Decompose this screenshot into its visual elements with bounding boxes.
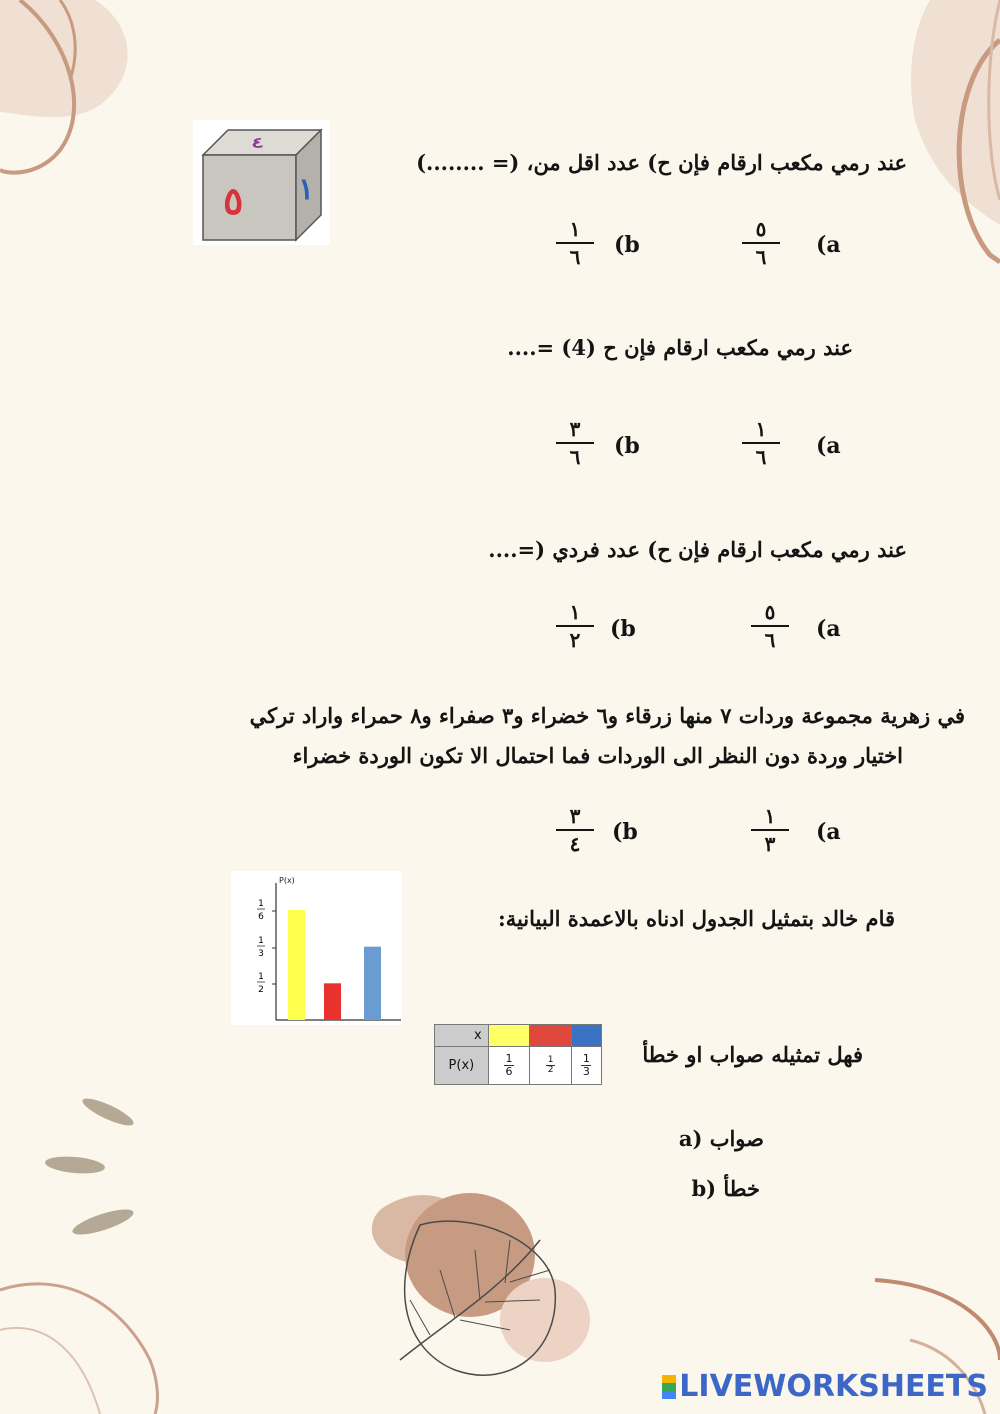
q1-option-b-fraction: ١ ٦ [555,218,595,268]
table-value-3: 1 3 [571,1047,601,1085]
logo-icon [662,1375,676,1399]
question-4-line-2: اختيار وردة دون النظر الى الوردات فما احتمال الا تكون الوردة خضراء [292,743,903,768]
question-5-text-2: فهل تمثيله صواب او خطأ [642,1042,863,1067]
y-tick-label-numerator: 1 [258,899,264,909]
table-px-header: P(x) [435,1047,489,1085]
q4-option-a-fraction: ١ ٣ [750,805,790,855]
question-3-text: عند رمي مكعب ارقام فإن ح) عدد فردي (=.... [488,537,907,562]
liveworksheets-logo [662,1369,988,1404]
q3-option-b-label[interactable]: (b [610,616,636,642]
table-value-2: 1 2 [530,1047,572,1085]
table-color-red [530,1025,572,1047]
q2-option-b-fraction: ٣ ٦ [555,418,595,468]
q3-option-b-fraction: ١ ٢ [555,601,595,651]
q4-option-b-fraction: ٣ ٤ [555,805,595,855]
option-b-false[interactable]: b) خطأ [691,1176,760,1201]
option-a-true[interactable]: a) صواب [678,1126,764,1151]
y-axis-label: P(x) [279,876,295,885]
y-tick-label-denominator: 3 [258,949,264,959]
q4-option-b-label[interactable]: (b [612,819,638,845]
die-front-digit: ٥ [223,178,244,223]
y-tick-label-numerator: 1 [258,972,264,982]
q1-option-b-label[interactable]: (b [614,232,640,258]
probability-table [434,1024,602,1085]
q2-option-a-label[interactable]: (a [816,433,841,459]
q1-option-a-fraction: ٥ ٦ [741,218,781,268]
table-color-blue [571,1025,601,1047]
q2-option-b-label[interactable]: (b [614,433,640,459]
q3-option-a-fraction: ٥ ٦ [750,601,790,651]
logo-text: LIVEWORKSHEETS [679,1369,988,1404]
question-4-line-1: في زهرية مجموعة وردات ٧ منها زرقاء و٦ خضراء و٣ صفراء و٨ حمراء واراد تركي [249,703,965,728]
die-image [193,120,330,245]
die-side-digit: ١ [298,172,315,207]
y-tick-label-denominator: 2 [258,985,264,995]
bar-blue [364,947,381,1020]
table-color-yellow [488,1025,530,1047]
question-1-text: عند رمي مكعب ارقام فإن ح) عدد اقل من، (= ........) [416,150,907,175]
bar-chart-image [231,871,402,1025]
bar-red [324,983,341,1020]
question-5-text: قام خالد بتمثيل الجدول ادناه بالاعمدة البيانية: [497,906,895,931]
table-value-1: 1 6 [488,1047,530,1085]
q2-option-a-fraction: ١ ٦ [741,418,781,468]
question-2-text: عند رمي مكعب ارقام فإن ح (4) =.... [507,335,853,360]
bar-chart [231,871,402,1025]
table-x-header: x [435,1025,489,1047]
y-tick-label-numerator: 1 [258,936,264,946]
die-top-digit: ٤ [251,133,264,152]
bar-yellow [288,910,305,1020]
q1-option-a-label[interactable]: (a [816,232,841,258]
q4-option-a-label[interactable]: (a [816,819,841,845]
y-tick-label-denominator: 6 [258,912,264,922]
q3-option-a-label[interactable]: (a [816,616,841,642]
